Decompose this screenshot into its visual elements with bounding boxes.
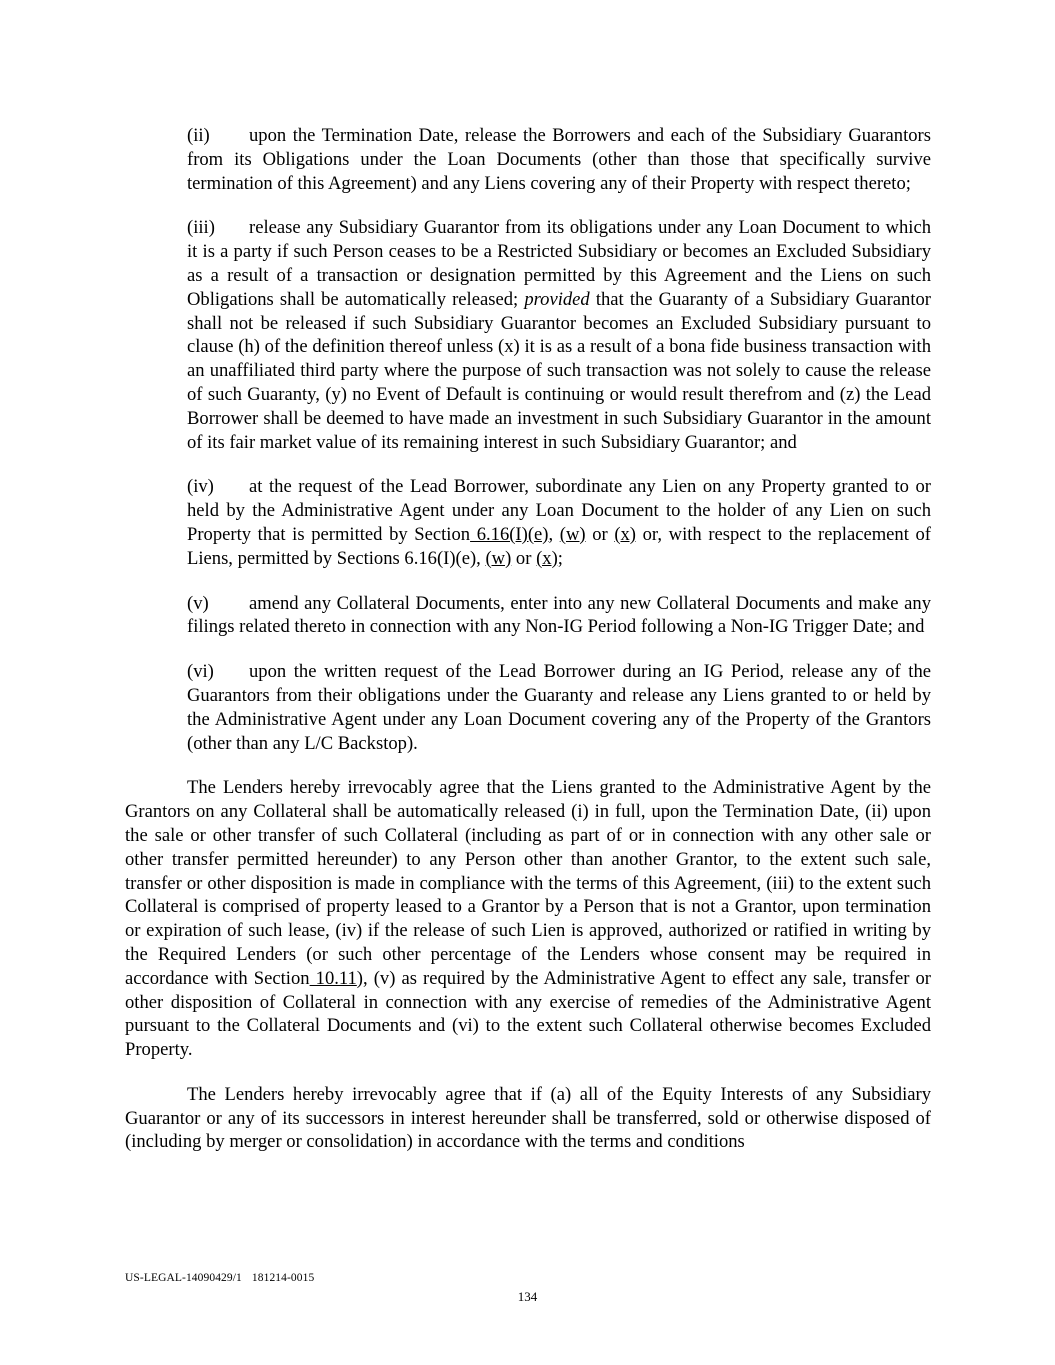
clause-text: at the request of the Lead Borrower, subordinate any Lien on any Property granted to or held by the Administrative Agent under any Loan Document to the holder of any Lien on such Property that is permitted by Section: [187, 476, 931, 545]
clause-ii: [187, 124, 931, 195]
paragraph-equity-transfer: [125, 1083, 931, 1154]
clause-number: (iv): [187, 476, 214, 498]
separator: or: [585, 523, 615, 545]
paragraph-text-cont: ), (v) as required by the Administrative Agent to effect any sale, transfer or other disposition of Collateral in connection with any exercise of remedies of the Administrative Agent pursuant to the Collateral Documents and (vi) to the extent such Collateral otherwise becomes Excluded Property.: [125, 967, 932, 1061]
matter-number: 181214-0015: [251, 1272, 315, 1284]
clause-ref-link[interactable]: (x): [536, 547, 558, 569]
separator: ,: [548, 523, 560, 545]
clause-ref-link[interactable]: (w): [485, 547, 512, 569]
clause-text: upon the written request of the Lead Borrower during an IG Period, release any of the Guarantors from their obligations under the Guaranty and release any Liens granted to or held by the Administrative Agent under any Loan Document covering any of the Property of the Grantors (other than any L/C Backstop).: [187, 661, 931, 754]
clause-v: [187, 592, 931, 640]
clause-text: upon the Termination Date, release the Borrowers and each of the Subsidiary Guarantors from its Obligations under the Loan Documents (other than those that specifically survive termination of this Agreement) and any Liens covering any of their Property with respect thereto;: [187, 125, 931, 194]
clause-text-cont: or, with respect to the replacement of Liens, permitted by Sections 6.16(I)(e),: [187, 523, 931, 569]
provided-italic: provided: [524, 288, 590, 310]
document-body: [125, 124, 931, 1175]
clause-text: amend any Collateral Documents, enter into any new Collateral Documents and make any filings related thereto in connection with any Non-IG Period following a Non-IG Trigger Date; and: [187, 592, 931, 638]
clause-number: (ii): [187, 125, 210, 146]
section-ref-link[interactable]: 10.11: [309, 967, 357, 989]
section-ref-link[interactable]: 6.16(I)(e): [470, 523, 549, 545]
clause-vi: [187, 660, 931, 755]
clause-iii: [187, 216, 931, 454]
paragraph-text: The Lenders hereby irrevocably agree that if (a) all of the Equity Interests of any Subsidiary Guarantor or any of its successors in interest hereunder shall be transferred, sold or otherwise disposed of (including by merger or consolidation) in accordance with the terms and conditions: [125, 1083, 931, 1153]
paragraph-lien-release: [125, 776, 931, 1062]
clause-number: (v): [187, 592, 209, 614]
clause-ref-link[interactable]: (w): [559, 523, 586, 545]
clause-ref-link[interactable]: (x): [614, 523, 636, 545]
doc-id: US-LEGAL-14090429/1: [125, 1272, 242, 1284]
footer-document-id: [125, 1272, 314, 1284]
clause-iv: [187, 475, 931, 570]
separator: or: [511, 547, 537, 569]
clause-text-cont: that the Guaranty of a Subsidiary Guarantor shall not be released if such Subsidiary Guarantor becomes an Excluded Subsidiary pursuant to clause (h) of the definition thereof unless (x) it is as a result of a bona fide business transaction with an unaffiliated third party where the purpose of such transaction was not solely to cause the release of such Guaranty, (y) no Event of Default is continuing or would result therefrom and (z) the Lead Borrower shall be deemed to have made an investment in such Subsidiary Guarantor in the amount of its fair market value of its remaining interest in such Subsidiary Guarantor; and: [187, 288, 931, 453]
paragraph-text: The Lenders hereby irrevocably agree that the Liens granted to the Administrative Agent by the Grantors on any Collateral shall be automatically released (i) in full, upon the Termination Date, (ii) upon the sale or other transfer of such Collateral (including as part of or in connection with any other sale or other transfer permitted hereunder) to any Person other than another Grantor, to the extent such sale, transfer or other disposition is made in compliance with the terms of this Agreement, (iii) to the extent such Collateral is comprised of property leased to a Grantor by a Person that is not a Grantor, upon termination or expiration of such lease, (iv) if the release of such Lien is approved, authorized or ratified in writing by the Required Lenders (or such other percentage of the Lenders whose consent may be required in accordance with Section: [125, 777, 931, 989]
page-number: 134: [517, 1289, 538, 1304]
clause-end: ;: [557, 547, 563, 569]
clause-number: (iii): [187, 217, 215, 239]
clause-number: (vi): [187, 661, 214, 683]
clause-text: release any Subsidiary Guarantor from its obligations under any Loan Document to which it is a party if such Person ceases to be a Restricted Subsidiary or becomes an Excluded Subsidiary as a result of a transaction or designation permitted by this Agreement and the Liens on such Obligations shall be automatically released;: [187, 217, 931, 310]
